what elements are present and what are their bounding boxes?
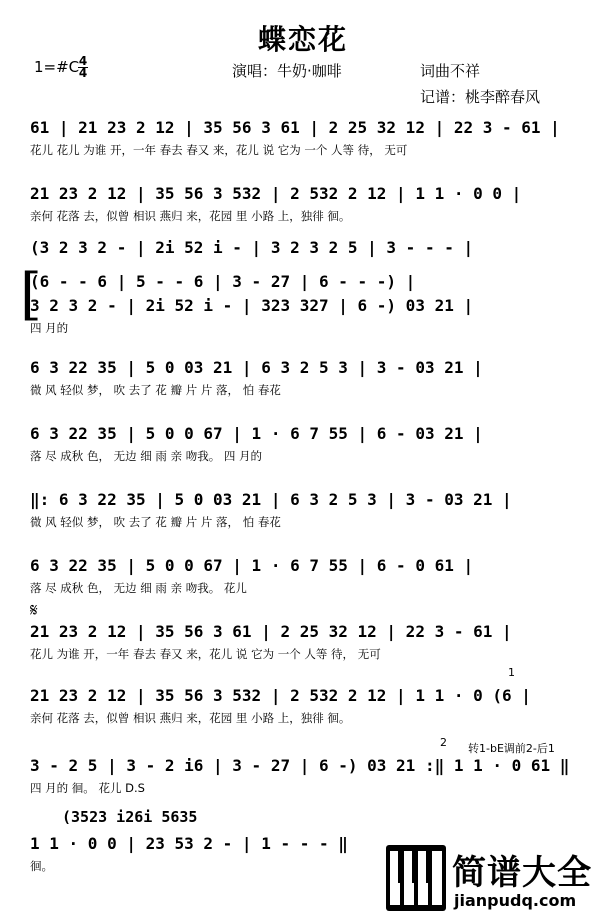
lyric-line: 徊。	[30, 859, 53, 873]
lyric-line: 亲何 花落 去，似曾 相识 燕归 来，花园 里 小路 上，独徘 徊。	[30, 711, 351, 725]
notation-line: 6 3 22 35 | 5 0 03 21 | 6 3 2 5 3 | 3 - 03 21 |	[30, 358, 483, 377]
site-url: jianpudq.com	[454, 891, 577, 910]
system-brace: [	[20, 262, 42, 327]
song-title: 蝶恋花	[257, 23, 348, 56]
fill-passage: (3523 i26i 5635	[62, 808, 198, 826]
volta-2-label: 2	[440, 736, 447, 749]
lyric-line: 花儿 为谁 开，一年 春去 春又 来，花儿 说 它为 一个 人等 待， 无可	[30, 647, 381, 661]
lyric-line: 落 尽 成秋 色， 无边 细 雨 亲 吻我。 四 月的	[30, 449, 263, 463]
notation-line: 6 3 22 35 | 5 0 0 67 | 1 · 6 7 55 | 6 - 03 21 |	[30, 424, 483, 443]
transpose-note: 转1-bE调前2-后1	[468, 742, 555, 755]
notation-line: 61 | 21 23 2 12 | 35 56 3 61 | 2 25 32 12 | 22 3 - 61 |	[30, 118, 560, 137]
meter-bottom: 4	[78, 66, 88, 80]
segno-sign: 𝄋	[30, 600, 38, 621]
lyricist-credit: 词曲不祥	[420, 62, 481, 80]
notation-line: (6 - - 6 | 5 - - 6 | 3 - 27 | 6 - - -) |	[30, 272, 416, 291]
notation-line: 6 3 22 35 | 5 0 0 67 | 1 · 6 7 55 | 6 - 0 61 |	[30, 556, 474, 575]
lyric-line: 四 月的	[30, 321, 69, 335]
volta-1-label: 1	[508, 666, 515, 679]
key-signature: 1=#C	[34, 58, 80, 76]
meter-top: 4	[78, 54, 88, 68]
lyric-line: 落 尽 成秋 色， 无边 细 雨 亲 吻我。 花儿	[30, 581, 247, 595]
notation-line: 21 23 2 12 | 35 56 3 532 | 2 532 2 12 | 1 1 · 0 (6 |	[30, 686, 531, 705]
piano-icon	[386, 845, 446, 911]
lyric-line: 亲何 花落 去，似曾 相识 燕归 来，花园 里 小路 上，独徘 徊。	[30, 209, 351, 223]
transcriber-credit: 记谱：桃李醉春风	[420, 88, 541, 106]
notation-line: ‖: 6 3 22 35 | 5 0 03 21 | 6 3 2 5 3 | 3 - 03 21 |	[30, 490, 512, 509]
notation-line: 3 - 2 5 | 3 - 2 i6 | 3 - 27 | 6 -) 03 21 :‖ 1 1 · 0 61 ‖	[30, 756, 570, 775]
time-signature	[78, 56, 88, 79]
notation-line: 21 23 2 12 | 35 56 3 532 | 2 532 2 12 | 1 1 · 0 0 |	[30, 184, 522, 203]
lyric-line: 四 月的 徊。 花儿 D.S	[30, 781, 145, 795]
notation-line: (3 2 3 2 - | 2i 52 i - | 3 2 3 2 5 | 3 - - - |	[30, 238, 474, 257]
notation-line: 3 2 3 2 - | 2i 52 i - | 323 327 | 6 -) 03 21 |	[30, 296, 474, 315]
notation-line: 1 1 · 0 0 | 23 53 2 - | 1 - - - ‖	[30, 834, 348, 853]
lyric-line: 微 风 轻似 梦， 吹 去了 花 瓣 片 片 落， 怕 春花	[30, 515, 281, 529]
singer-credit: 演唱：牛奶·咖啡	[232, 62, 342, 80]
lyric-line: 微 风 轻似 梦， 吹 去了 花 瓣 片 片 落， 怕 春花	[30, 383, 281, 397]
jianpu-logo	[386, 845, 600, 911]
notation-line: 21 23 2 12 | 35 56 3 61 | 2 25 32 12 | 22 3 - 61 |	[30, 622, 512, 641]
brand-name: 简谱大全	[452, 853, 592, 893]
lyric-line: 花儿 花儿 为谁 开，一年 春去 春又 来，花儿 说 它为 一个 人等 待， 无可	[30, 143, 408, 157]
